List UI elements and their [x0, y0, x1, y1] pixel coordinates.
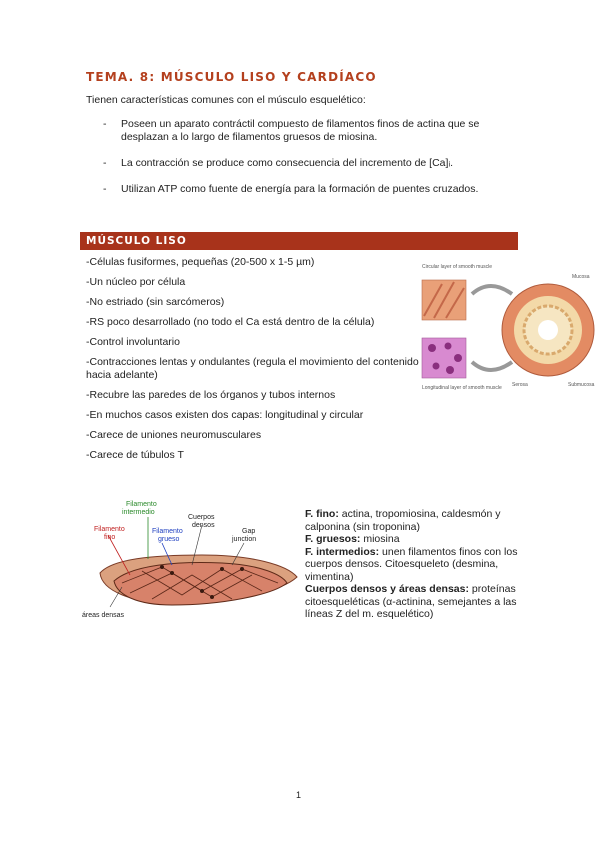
label-longitudinal-layer: Longitudinal layer of smooth muscle	[422, 385, 502, 391]
label-serosa: Serosa	[512, 382, 528, 388]
label-gap-junction: Gap junction	[232, 528, 257, 543]
legend-item: F. intermedios: unen filamentos finos con los cuerpos densos. Citoesqueleto (desmina, vimentina)	[305, 545, 518, 583]
legend-item: F. gruesos: miosina	[305, 533, 400, 545]
filament-legend	[305, 508, 525, 621]
page-number: 1	[296, 790, 302, 800]
list-item: -En muchos casos existen dos capas: longitudinal y circular	[86, 409, 364, 421]
label-cuerpos-densos: Cuerpos densos	[188, 514, 215, 529]
smooth-muscle-tissue-figure	[420, 258, 599, 398]
intro-text: Tienen características comunes con el músculo esquelético:	[86, 94, 366, 106]
list-item: -Control involuntario	[86, 336, 180, 348]
lumen	[538, 320, 558, 340]
label-filamento-intermedio: Filamento intermedio	[122, 501, 157, 516]
cell-body-front	[114, 563, 287, 605]
list-item: -Recubre las paredes de los órganos y tubos internos	[86, 389, 336, 401]
label-mucosa: Mucosa	[572, 274, 590, 280]
section-header	[80, 232, 518, 250]
section-title: MÚSCULO LISO	[86, 235, 187, 247]
list-item: -Carece de uniones neuromusculares	[86, 429, 262, 441]
label-circular-layer: Circular layer of smooth muscle	[422, 264, 493, 270]
list-item: - Poseen un aparato contráctil compuesto de filamentos finos de actina que se desplazan a lo largo de filamentos gruesos de miosina.	[103, 118, 480, 143]
bullet-dash: -	[103, 157, 107, 169]
smooth-muscle-features	[86, 256, 421, 469]
list-item: -Contracciones lentas y ondulantes (regula el movimiento del contenido hacia adelante)	[86, 356, 419, 381]
bullet-dash: -	[103, 183, 107, 195]
legend-item: F. fino: actina, tropomiosina, caldesmón y calponina (sin troponina)	[305, 508, 501, 533]
page-title: TEMA. 8: MÚSCULO LISO Y CARDÍACO	[86, 70, 377, 84]
list-item: -Carece de túbulos T	[86, 449, 184, 461]
label-filamento-fino: Filamento fino	[94, 526, 125, 541]
label-areas-densas: áreas densas	[82, 612, 125, 619]
list-item: -Un núcleo por célula	[86, 276, 186, 288]
bullet-dash: -	[103, 118, 107, 130]
list-item: - La contracción se produce como consecuencia del incremento de [Ca]ᵢ.	[103, 157, 454, 169]
smooth-muscle-cell-figure	[82, 495, 304, 630]
arrow-longitudinal	[472, 362, 512, 370]
label-filamento-grueso: Filamento grueso	[152, 528, 183, 543]
legend-item: Cuerpos densos y áreas densas: proteínas citoesqueléticas (α-actinina, semejantes a las líneas Z del m. esquelético)	[305, 583, 517, 620]
common-features-list	[103, 118, 523, 209]
list-item: -Células fusiformes, pequeñas (20-500 x 1-5 µm)	[86, 256, 315, 268]
label-submucosa: Submucosa	[568, 382, 595, 388]
arrow-circular	[472, 286, 512, 294]
list-item: -No estriado (sin sarcómeros)	[86, 296, 225, 308]
list-item: -RS poco desarrollado (no todo el Ca está dentro de la célula)	[86, 316, 375, 328]
list-item: - Utilizan ATP como fuente de energía para la formación de puentes cruzados.	[103, 183, 479, 195]
